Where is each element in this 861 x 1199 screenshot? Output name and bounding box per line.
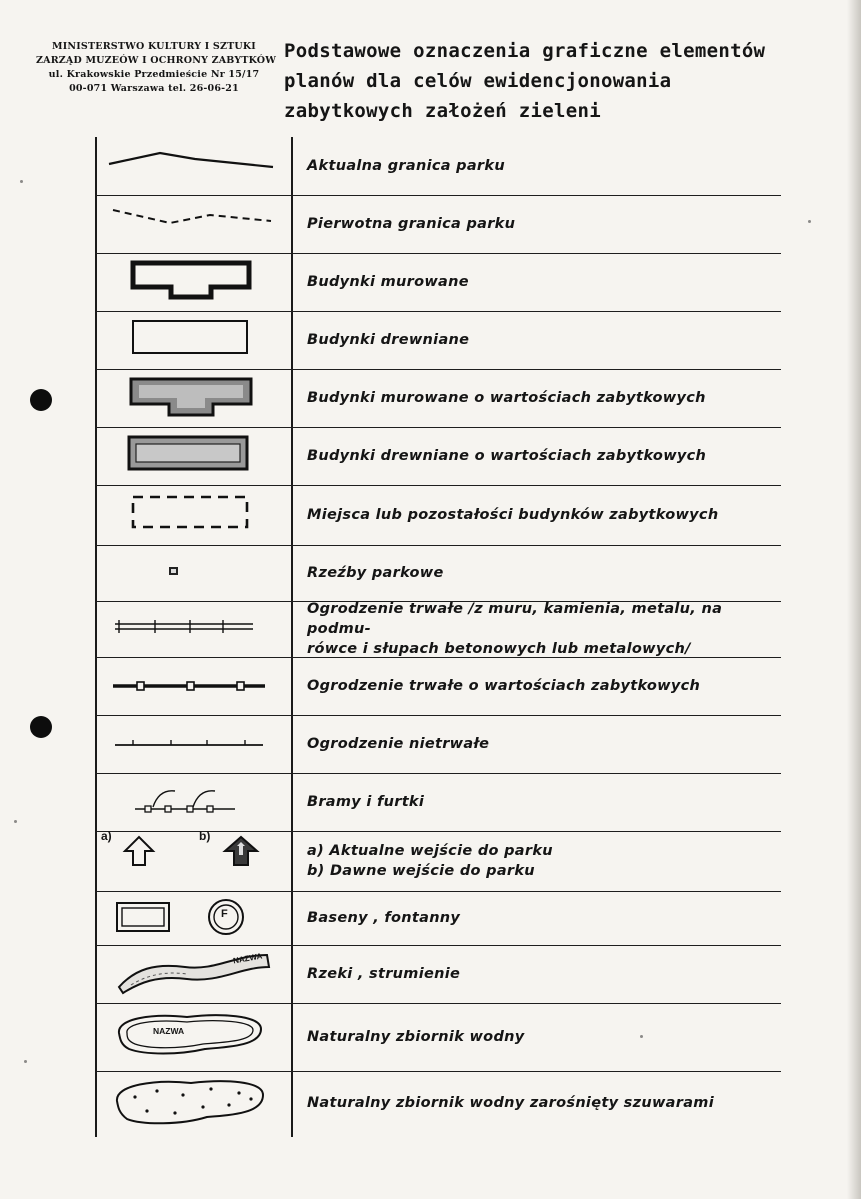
paper-speck (808, 220, 811, 223)
entrance-symbols (95, 831, 291, 891)
row-text: Pierwotna granica parku (307, 216, 516, 232)
original-boundary-symbol (95, 195, 291, 253)
stamp-line-ministry: MINISTERSTWO KULTURY I SZTUKI (52, 41, 256, 52)
row-text-line-2: rówce i słupach betonowych lub metalowych/ (307, 641, 691, 657)
row-text: Aktualna granica parku (307, 158, 505, 174)
row-text: Budynki murowane o wartościach zabytkowych (307, 390, 706, 406)
row-text: Naturalny zbiornik wodny (307, 1029, 525, 1045)
title-line-3: zabytkowych założeń zieleni (284, 100, 601, 122)
legend-row-historic-brick-buildings (95, 369, 781, 427)
stamp-line-board: ZARZĄD MUZEÓW I OCHRONY ZABYTKÓW (36, 55, 277, 66)
row-text: Ogrodzenie nietrwałe (307, 736, 490, 752)
row-text-line-1: a) Aktualne wejście do parku (307, 843, 553, 859)
legend-row-temporary-fence (95, 715, 781, 773)
building-remains-symbol (95, 485, 291, 545)
pond-label: NAZWA (153, 1026, 185, 1036)
legend-row-current-boundary (95, 137, 781, 195)
river-label: NAZWA (232, 951, 263, 966)
fountain-letter: F (221, 908, 228, 920)
row-text: Naturalny zbiornik wodny zarośnięty szuwarami (307, 1095, 714, 1111)
institution-stamp (36, 40, 277, 96)
legend-row-historic-fence (95, 657, 781, 715)
row-text: Rzeźby parkowe (307, 565, 444, 581)
temporary-fence-symbol (95, 715, 291, 773)
historic-brick-building-symbol (95, 369, 291, 427)
paper-speck (20, 180, 23, 183)
row-text-line-1: Ogrodzenie trwałe /z muru, kamienia, metalu, na podmu- (307, 601, 723, 637)
legend-row-pools-fountains (95, 891, 781, 945)
gate-symbol (95, 773, 291, 831)
legend-row-natural-water-body (95, 1003, 781, 1071)
legend-row-historic-building-remains (95, 485, 781, 545)
page-edge-shadow (847, 0, 861, 1199)
legend-row-park-sculptures (95, 545, 781, 601)
row-text: Rzeki , strumienie (307, 966, 461, 982)
legend-row-permanent-fence (95, 601, 781, 657)
legend-row-gates (95, 773, 781, 831)
pond-symbol (95, 1003, 291, 1071)
current-boundary-symbol (95, 137, 291, 195)
title-line-2: planów dla celów ewidencjonowania (284, 70, 672, 92)
document-title (284, 36, 766, 126)
legend-row-historic-wooden-buildings (95, 427, 781, 485)
label-a: a) (101, 829, 112, 843)
row-text: Budynki murowane (307, 274, 469, 290)
paper-speck (24, 1060, 27, 1063)
stamp-line-address: ul. Krakowskie Przedmieście Nr 15/17 (48, 69, 260, 80)
legend-row-park-entrances (95, 831, 781, 891)
row-text: Ogrodzenie trwałe o wartościach zabytkowych (307, 678, 701, 694)
punch-hole-bottom (30, 716, 52, 738)
permanent-fence-symbol (95, 601, 291, 657)
row-text: Budynki drewniane o wartościach zabytkowych (307, 448, 707, 464)
wooden-building-symbol (95, 311, 291, 369)
row-text: Budynki drewniane (307, 332, 470, 348)
historic-wooden-building-symbol (95, 427, 291, 485)
legend-row-brick-buildings (95, 253, 781, 311)
river-symbol (95, 945, 291, 1003)
row-text: Miejsca lub pozostałości budynków zabytkowych (307, 507, 719, 523)
sculpture-symbol (95, 545, 291, 601)
paper-speck (14, 820, 17, 823)
pool-fountain-symbols (95, 891, 291, 945)
brick-building-symbol (95, 253, 291, 311)
legend-row-reed-overgrown-water-body (95, 1071, 781, 1135)
legend-row-rivers-streams (95, 945, 781, 1003)
stamp-line-phone: 00-071 Warszawa tel. 26-06-21 (69, 83, 239, 94)
punch-hole-top (30, 389, 52, 411)
legend-row-original-boundary (95, 195, 781, 253)
title-line-1: Podstawowe oznaczenia graficzne elementów (284, 40, 766, 62)
row-text: Baseny , fontanny (307, 910, 461, 926)
row-text: Bramy i furtki (307, 794, 425, 810)
historic-fence-symbol (95, 657, 291, 715)
legend-row-wooden-buildings (95, 311, 781, 369)
row-text-line-2: b) Dawne wejście do parku (307, 863, 535, 879)
reed-pond-symbol (95, 1071, 291, 1135)
legend-table (95, 137, 781, 1137)
label-b: b) (199, 829, 211, 843)
